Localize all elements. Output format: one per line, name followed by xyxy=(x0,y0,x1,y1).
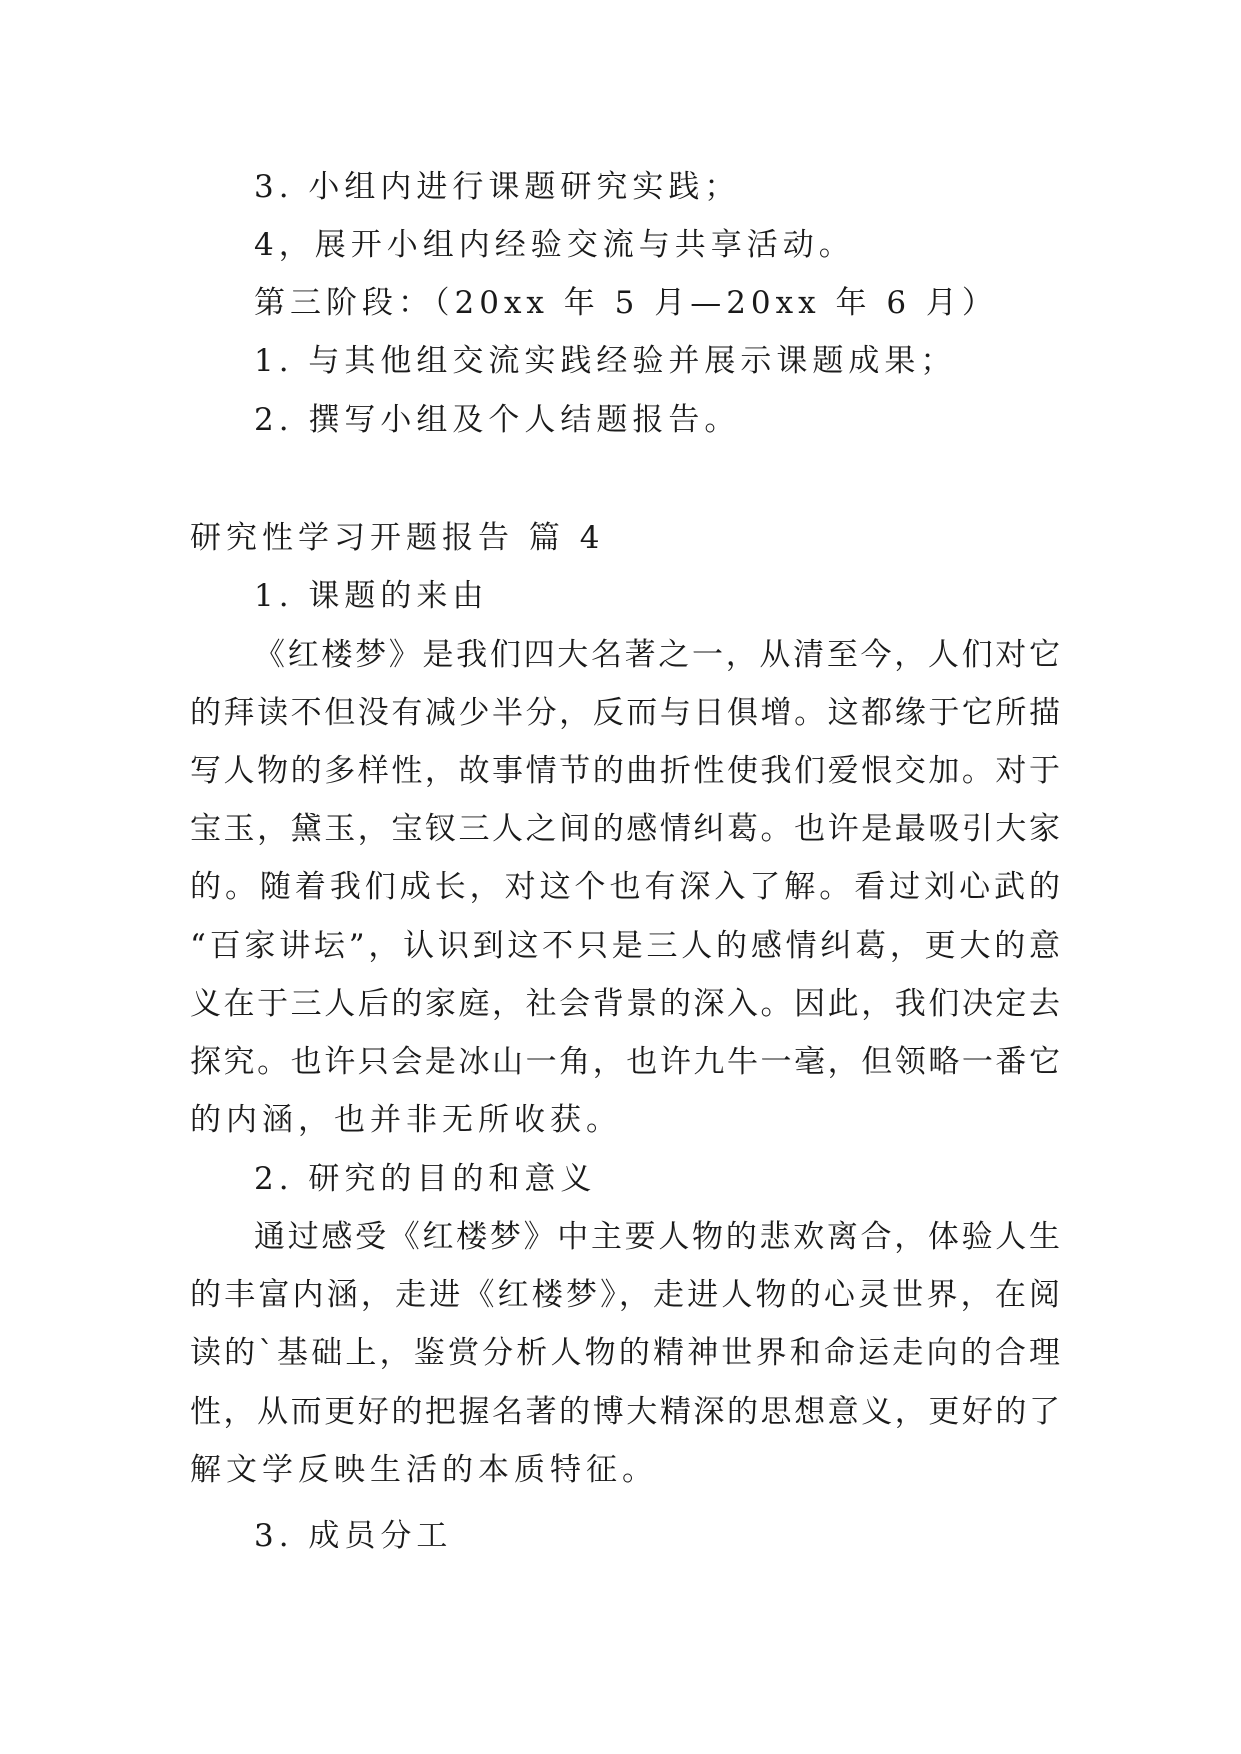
list-item: 4，展开小组内经验交流与共享活动。 xyxy=(254,227,855,263)
list-item: 2. 撰写小组及个人结题报告。 xyxy=(254,402,741,438)
subheading: 2. 研究的目的和意义 xyxy=(254,1161,597,1197)
paragraph-line: 的丰富内涵，走进《红楼梦》，走进人物的心灵世界，在阅 xyxy=(190,1277,1060,1313)
list-item: 3. 小组内进行课题研究实践； xyxy=(254,169,741,205)
subheading: 3. 成员分工 xyxy=(254,1518,453,1554)
paragraph-line: 的内涵，也并非无所收获。 xyxy=(190,1102,622,1138)
paragraph-line: 探究。也许只会是冰山一角，也许九牛一毫，但领略一番它 xyxy=(190,1044,1060,1080)
subheading: 1. 课题的来由 xyxy=(254,578,489,614)
paragraph-line: “百家讲坛”，认识到这不只是三人的感情纠葛，更大的意 xyxy=(190,928,1060,964)
paragraph-line: 写人物的多样性，故事情节的曲折性使我们爱恨交加。对于 xyxy=(190,753,1060,789)
section-title: 研究性学习开题报告 篇 4 xyxy=(190,520,605,556)
paragraph-line: 义在于三人后的家庭，社会背景的深入。因此，我们决定去 xyxy=(190,986,1060,1022)
list-item: 1. 与其他组交流实践经验并展示课题成果； xyxy=(254,343,957,379)
paragraph-line: 解文学反映生活的本质特征。 xyxy=(190,1452,658,1488)
stage-heading: 第三阶段：（20xx 年 5 月—20xx 年 6 月） xyxy=(254,285,998,321)
paragraph-line: 《红楼梦》是我们四大名著之一，从清至今，人们对它 xyxy=(254,637,1060,673)
paragraph-line: 的拜读不但没有减少半分，反而与日俱增。这都缘于它所描 xyxy=(190,695,1060,731)
paragraph-line: 性，从而更好的把握名著的博大精深的思想意义，更好的了 xyxy=(190,1394,1060,1430)
paragraph-line: 宝玉，黛玉，宝钗三人之间的感情纠葛。也许是最吸引大家 xyxy=(190,811,1060,847)
paragraph-line: 的。随着我们成长，对这个也有深入了解。看过刘心武的 xyxy=(190,869,1060,905)
paragraph-line: 读的`基础上，鉴赏分析人物的精神世界和命运走向的合理 xyxy=(190,1335,1060,1371)
paragraph-line: 通过感受《红楼梦》中主要人物的悲欢离合，体验人生 xyxy=(254,1219,1060,1255)
